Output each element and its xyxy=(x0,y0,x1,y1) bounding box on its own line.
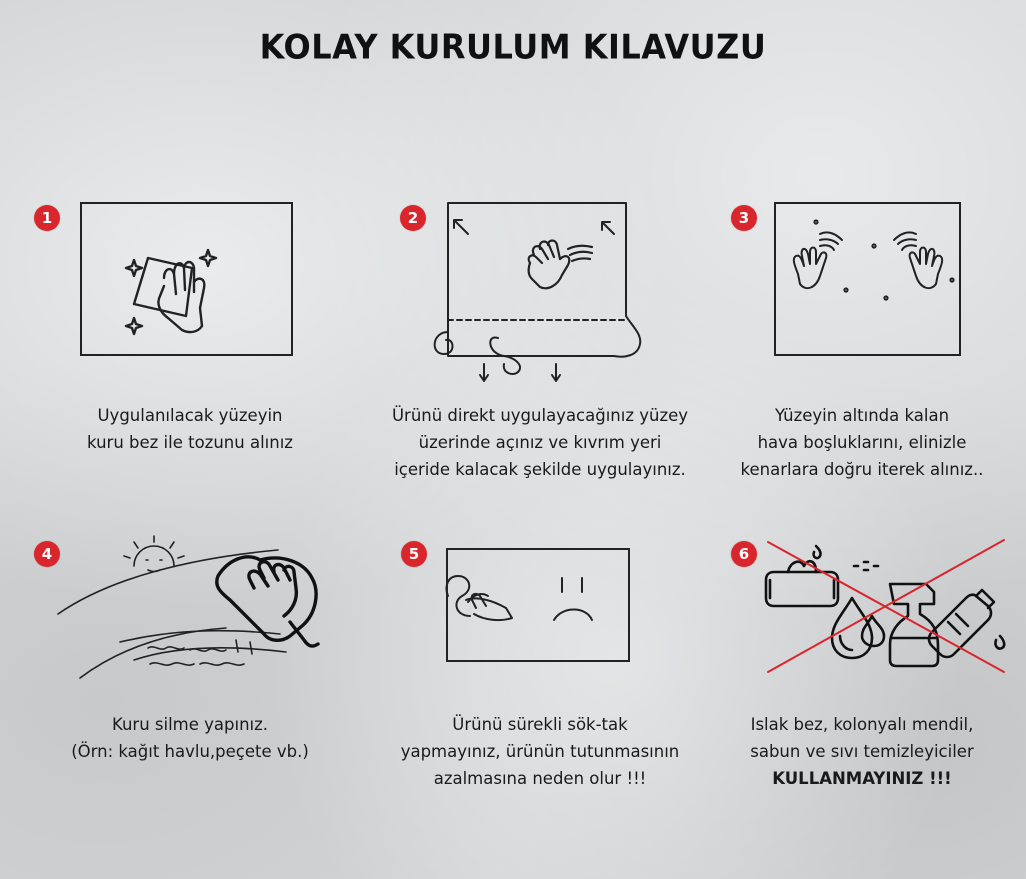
no-wet-cleaners-illustration xyxy=(760,536,1010,676)
step-4-badge: 4 xyxy=(34,541,60,567)
step-3-caption xyxy=(712,402,1012,483)
dry-wipe-car-illustration xyxy=(50,530,350,685)
step-1-line-1: Uygulanılacak yüzeyin xyxy=(97,406,283,425)
page-title: KOLAY KURULUM KILAVUZU xyxy=(259,27,767,67)
wipe-cloth-icon xyxy=(120,238,220,338)
step-5-caption xyxy=(370,711,710,792)
step-5-line-1: Ürünü sürekli sök-tak xyxy=(452,715,628,734)
step-4-line-1: Kuru silme yapınız. xyxy=(111,715,269,734)
step-3-line-3: kenarlara doğru iterek alınız.. xyxy=(740,460,984,479)
step-2-line-2: üzerinde açınız ve kıvrım yeri xyxy=(418,433,662,452)
step-6-line-1: Islak bez, kolonyalı mendil, xyxy=(750,715,974,734)
step-5-line-3: azalmasına neden olur !!! xyxy=(433,769,647,788)
step-3-line-1: Yüzeyin altında kalan xyxy=(774,406,950,425)
push-air-bubbles-illustration xyxy=(780,214,960,344)
step-5-badge: 5 xyxy=(401,541,427,567)
step-3-line-2: hava boşluklarını, elinizle xyxy=(757,433,967,452)
step-5-line-2: yapmayınız, ürünün tutunmasının xyxy=(400,742,680,761)
step-1-badge: 1 xyxy=(34,205,60,231)
step-1-line-2: kuru bez ile tozunu alınız xyxy=(87,433,293,452)
hand-swipe-icon xyxy=(522,235,596,299)
step-6-badge: 6 xyxy=(731,541,757,567)
step-3-badge: 3 xyxy=(731,205,757,231)
step-2-badge: 2 xyxy=(400,205,426,231)
step-6-line-3: KULLANMAYINIZ !!! xyxy=(772,769,952,788)
step-1-caption xyxy=(40,402,340,456)
step-4-caption xyxy=(40,711,340,765)
step-4-line-2: (Örn: kağıt havlu,peçete vb.) xyxy=(71,742,309,761)
step-2-line-1: Ürünü direkt uygulayacağınız yüzey xyxy=(391,406,689,425)
peel-sticker-sad-face-illustration xyxy=(440,556,630,656)
step-2-caption xyxy=(360,402,720,483)
step-2-line-3: içeride kalacak şekilde uygulayınız. xyxy=(394,460,686,479)
step-6-line-2: sabun ve sıvı temizleyiciler xyxy=(750,742,974,761)
step-6-caption xyxy=(712,711,1012,792)
